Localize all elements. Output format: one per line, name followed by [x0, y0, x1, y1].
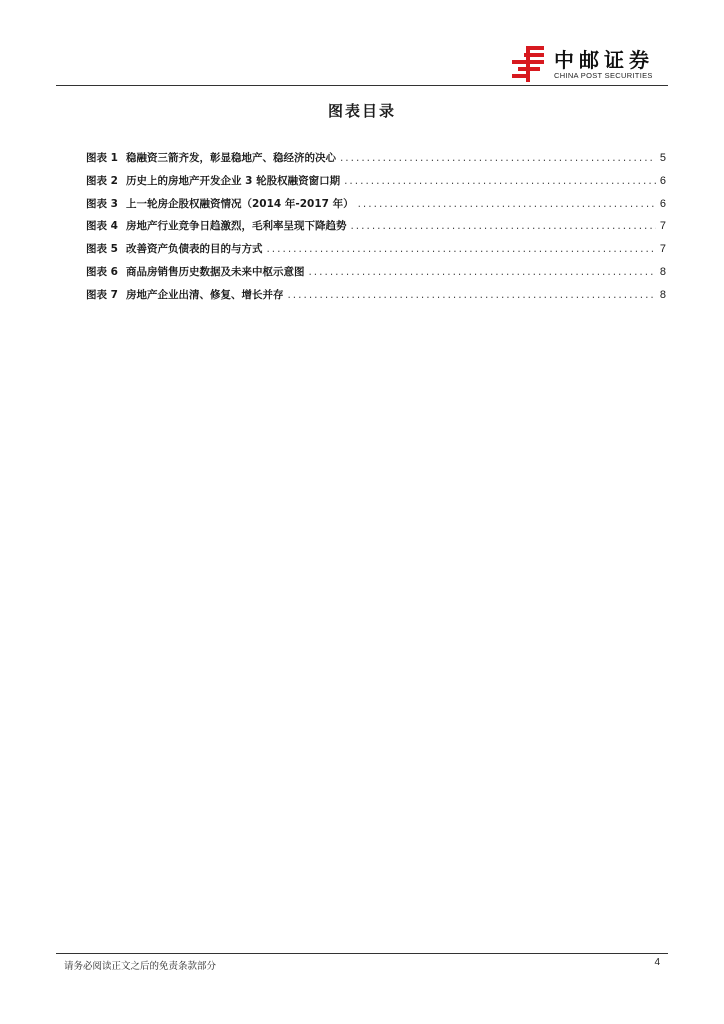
table-of-figures: [86, 150, 666, 310]
toc-entry-label: 图表 6: [86, 265, 118, 278]
toc-entry-title: 房地产企业出清、修复、增长并存: [125, 288, 284, 301]
toc-entry-6[interactable]: [86, 264, 666, 287]
toc-entry-title: 商品房销售历史数据及未来中枢示意图: [125, 265, 305, 278]
toc-entry-title: 上一轮房企股权融资情况（2014 年-2017 年）: [125, 197, 354, 210]
toc-entry-page: 8: [659, 265, 666, 278]
toc-entry-page: 6: [659, 197, 666, 210]
dot-leader: [350, 220, 655, 232]
toc-entry-label: 图表 7: [86, 288, 118, 301]
toc-entry-4[interactable]: [86, 218, 666, 241]
china-post-logo-icon: [508, 44, 548, 84]
toc-entry-page: 7: [659, 220, 666, 233]
dot-leader: [340, 152, 656, 164]
toc-entry-page: 5: [659, 152, 666, 164]
toc-entry-label: 图表 5: [86, 243, 118, 256]
toc-entry-title: 改善资产负债表的目的与方式: [125, 243, 263, 256]
brand-name-cn: 中邮证券: [554, 48, 654, 72]
toc-entry-2[interactable]: [86, 173, 666, 196]
company-logo: [508, 44, 668, 84]
page-header: [56, 40, 668, 86]
dot-leader: [344, 175, 656, 187]
header-divider: [56, 85, 668, 86]
toc-entry-1[interactable]: [86, 150, 666, 173]
toc-entry-label: 图表 1: [86, 152, 118, 164]
toc-entry-7[interactable]: [86, 287, 666, 310]
toc-entry-label: 图表 4: [86, 220, 118, 233]
footer-divider: [56, 953, 668, 954]
brand-name-en: CHINA POST SECURITIES: [554, 71, 653, 80]
toc-entry-5[interactable]: [86, 241, 666, 264]
toc-entry-label: 图表 2: [86, 174, 118, 187]
dot-leader: [266, 243, 655, 255]
toc-entry-title: 稳融资三箭齐发，彰显稳地产、稳经济的决心: [125, 152, 336, 164]
toc-entry-title: 历史上的房地产开发企业 3 轮股权融资窗口期: [125, 174, 341, 187]
toc-entry-page: 7: [659, 243, 666, 256]
dot-leader: [308, 266, 655, 278]
toc-entry-page: 8: [659, 288, 666, 301]
toc-entry-label: 图表 3: [86, 197, 118, 210]
dot-leader: [287, 289, 655, 301]
page-number: 4: [654, 957, 660, 968]
toc-entry-3[interactable]: [86, 196, 666, 219]
toc-entry-title: 房地产行业竞争日趋激烈，毛利率呈现下降趋势: [125, 220, 347, 233]
disclaimer-note: 请务必阅读正文之后的免责条款部分: [64, 961, 217, 972]
dot-leader: [358, 198, 656, 210]
toc-title: 图表目录: [327, 102, 396, 120]
toc-entry-page: 6: [659, 174, 666, 187]
